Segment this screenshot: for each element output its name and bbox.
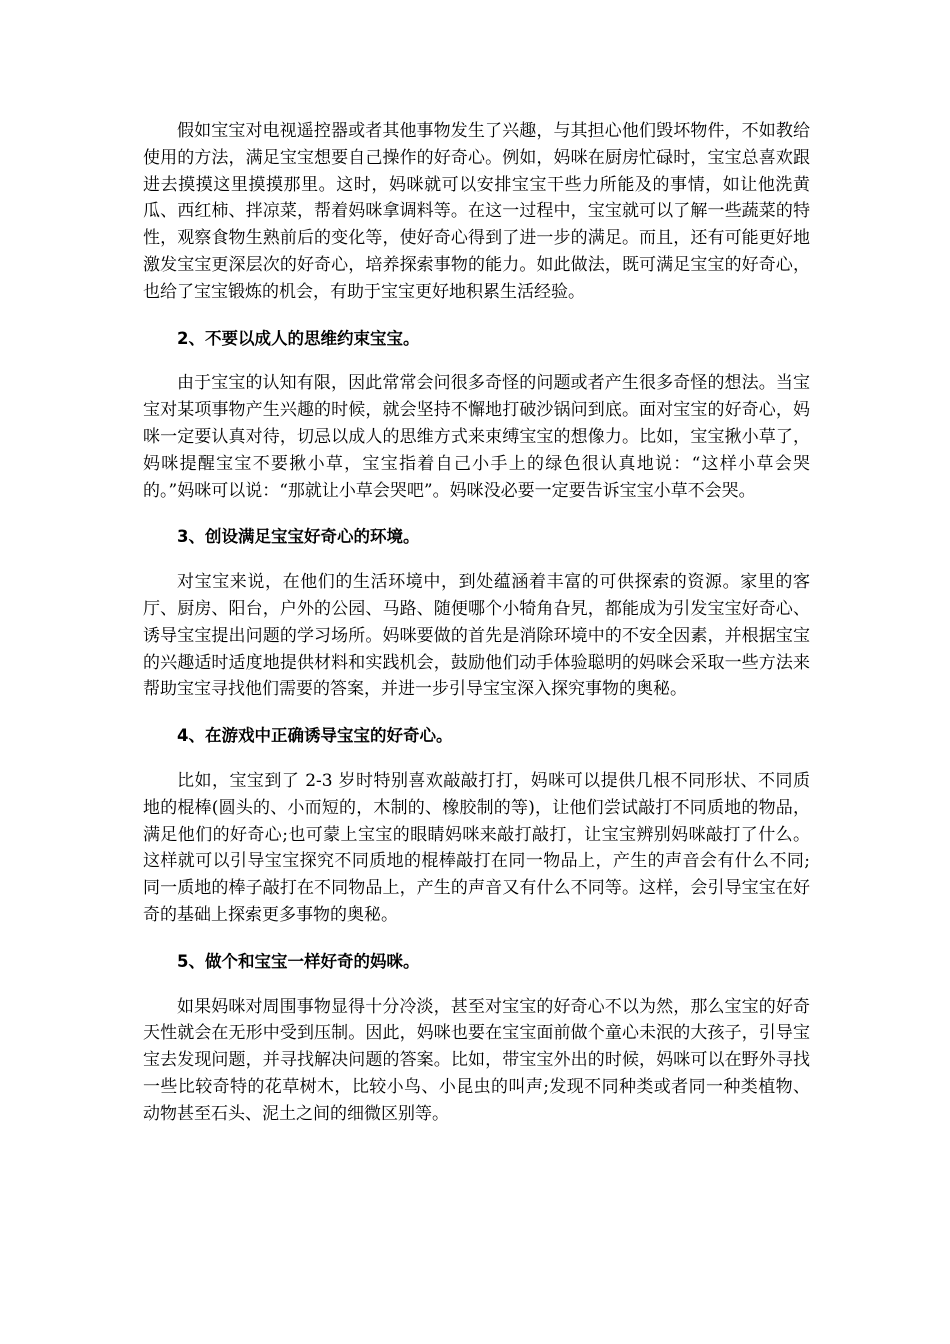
section-4-paragraph: 比如，宝宝到了 2-3 岁时特别喜欢敲敲打打，妈咪可以提供几根不同形状、不同质地的棍棒(圆头的、小而短的，木制的、橡胶制的等)，让他们尝试敲打不同质地的物品，满足他们的好奇心;也可蒙上宝宝的眼睛妈咪来敲打敲打，让宝宝辨别妈咪敲打了什么。这样就可以引导宝宝探究不同质地的棍棒敲打在同一物品上，产生的声音会有什么不同;同一质地的棒子敲打在不同物品上，产生的声音又有什么不同等。这样，会引导宝宝在好奇的基础上探索更多事物的奥秘。 (143, 770, 810, 925)
section-3-heading: 3、创设满足宝宝好奇心的环境。 (177, 527, 420, 547)
section-3-paragraph: 对宝宝来说，在他们的生活环境中，到处蕴涵着丰富的可供探索的资源。家里的客厅、厨房、阳台，户外的公园、马路、随便哪个小犄角旮旯，都能成为引发宝宝好奇心、诱导宝宝提出问题的学习场所。妈咪要做的首先是消除环境中的不安全因素，并根据宝宝的兴趣适时适度地提供材料和实践机会，鼓励他们动手体验聪明的妈咪会采取一些方法来帮助宝宝寻找他们需要的答案，并进一步引导宝宝深入探究事物的奥秘。 (143, 572, 810, 700)
section-5-heading: 5、做个和宝宝一样好奇的妈咪。 (177, 951, 420, 971)
section-4-heading: 4、在游戏中正确诱导宝宝的好奇心。 (177, 726, 453, 746)
intro-paragraph: 假如宝宝对电视遥控器或者其他事物发生了兴趣，与其担心他们毁坏物件，不如教给使用的方法，满足宝宝想要自己操作的好奇心。例如，妈咪在厨房忙碌时，宝宝总喜欢跟进去摸摸这里摸摸那里。这时，妈咪就可以安排宝宝干些力所能及的事情，如让他洗黄瓜、西红柿、拌凉菜，帮着妈咪拿调料等。在这一过程中，宝宝就可以了解一些蔬菜的特性，观察食物生熟前后的变化等，使好奇心得到了进一步的满足。而且，还有可能更好地激发宝宝更深层次的好奇心，培养探索事物的能力。如此做法，既可满足宝宝的好奇心，也给了宝宝锻炼的机会，有助于宝宝更好地积累生活经验。 (143, 121, 810, 302)
section-2-paragraph: 由于宝宝的认知有限，因此常常会问很多奇怪的问题或者产生很多奇怪的想法。当宝宝对某项事物产生兴趣的时候，就会坚持不懈地打破沙锅问到底。面对宝宝的好奇心，妈咪一定要认真对待，切忌以成人的思维方式来束缚宝宝的想像力。比如，宝宝揪小草了，妈咪提醒宝宝不要揪小草，宝宝指着自己小手上的绿色很认真地说：“这样小草会哭的。”妈咪可以说：“那就让小草会哭吧”。妈咪没必要一定要告诉宝宝小草不会哭。 (143, 373, 810, 501)
section-2-heading: 2、不要以成人的思维约束宝宝。 (177, 328, 420, 348)
section-5-paragraph: 如果妈咪对周围事物显得十分冷淡，甚至对宝宝的好奇心不以为然，那么宝宝的好奇天性就会在无形中受到压制。因此，妈咪也要在宝宝面前做个童心未泯的大孩子，引导宝宝去发现问题，并寻找解决问题的答案。比如，带宝宝外出的时候，妈咪可以在野外寻找一些比较奇特的花草树木，比较小鸟、小昆虫的叫声;发现不同种类或者同一种类植物、动物甚至石头、泥土之间的细微区别等。 (143, 996, 810, 1124)
document-page (143, 118, 810, 1128)
